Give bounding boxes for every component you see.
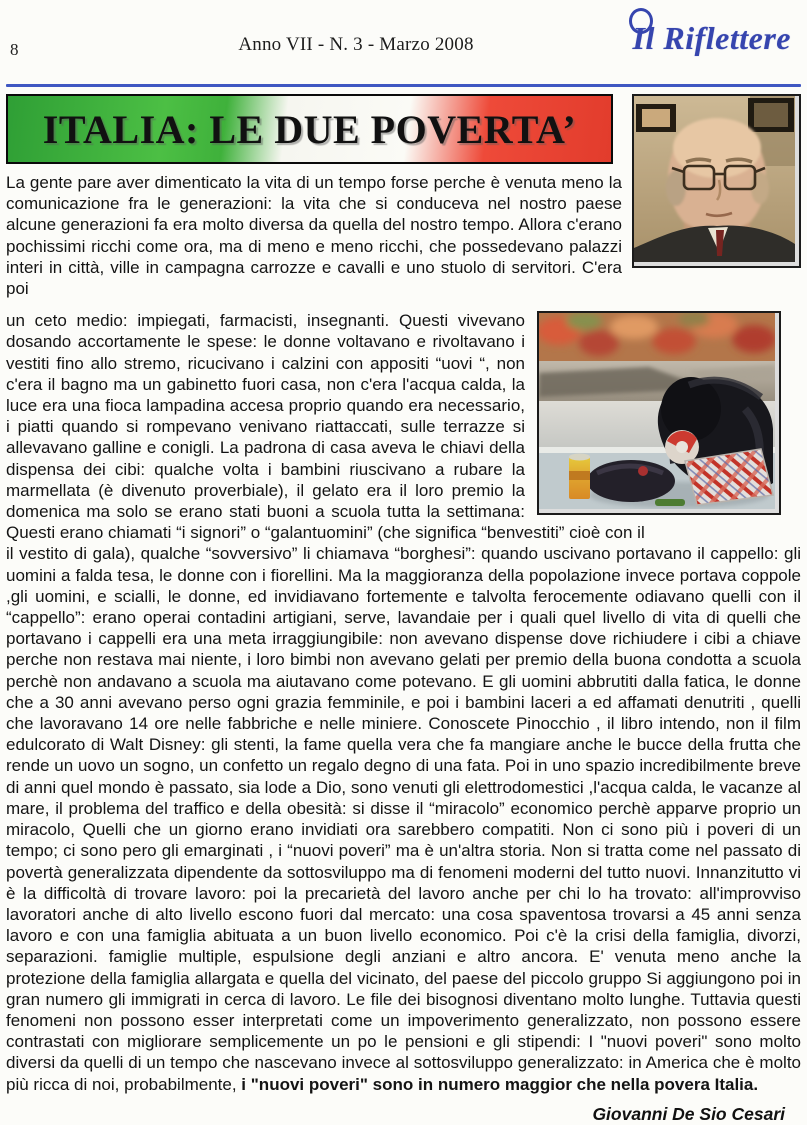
issue-date: Anno VII - N. 3 - Marzo 2008: [238, 34, 474, 55]
homeless-person-photo: [537, 311, 781, 515]
reflector-circle-icon: [629, 8, 653, 34]
article-paragraph-3-main: il vestito di gala), qualche “sovversivo” li chiamava “borghesi”: quando uscivano portavano il cappello: gli uomini a falda tesa, le donne con i fiorellini. Ma la maggioranza della popolazione invece portava coppole ,gli uomini, e scialli, le donne, ed invidiavano fortemente e talvolta ferocemente odiavano quelli con il “cappello”: erano operai contadini artigiani, serve, lavandaie per i quali quel livello di vita di quelli che portavano i cappelli era una meta irraggiungibile: non avevano dispense dove richiudere i cibi a chiave perche non restava mai niente, i loro bimbi non avevano gelati per premio della buona condotta a scuola perchè non andavano a scuola ma aiutavano come potevano. E gli uomini abbrutiti dalla fatica, le donne che a 30 anni avevano perso ogni grazia femminile, e poi i bambini laceri a ed affamati denutriti , quelli che lavoravano 14 ore nelle fabbriche e nelle miniere. Conoscete Pinocchio , il libro intendo, non il film edulcorato di Walt Disney: gli stenti, la fame quella vera che fa mangiare anche le bucce della frutta che rende un uovo un sogno, un confetto un regalo degno di una fata. Poi in uno spazio incredibilmente breve di anni quel mondo è passato, sia lode a Dio, sono venuti gli elettrodomestici ,l'acqua calda, le vacanze al mare, il problema del traffico e della obesità: si disse il “miracolo” economico perchè apparve proprio un miracolo, Quelli che un giorno erano invidiati ora sarebbero compatiti. Non ci sono più i poveri di un tempo; ci sono pero gli emarginati , i “nuovi poveri” ma è un'altra storia. Non si tratta come nel passato di povertà generalizzata dipendente da sottosviluppo ma di fenomeni moderni del tutto nuovi. Innanzitutto vi è la difficoltà di trovare lavoro: poi la precarietà del lavoro anche per chi lo ha trovato: all'improvviso lavoratori anche di alto livello escono fuori dal mercato: una cosa spaventosa trovarsi a 45 anni senza lavoro e con una famiglia abituata a un buon livello economico. Poi c'è la crisi della famiglia, divorzi, separazioni. famiglie multiple, espulsione degli anziani e altro ancora. E' venuta meno anche la protezione della famiglia allargata e quella del vicinato, del paese del piccolo gruppo Si aggiungono poi in gran numero gli immigrati in cerca di lavoro. Le file dei bisognosi diventano molto lunghe. Tuttavia questi fenomeni non possono esser interpretati come un impoverimento generalizzato, non possono essere contrastati con migliorare semplicemente un po le pensioni e gli stipendi: I "nuovi poveri" sono molto diversi da quelli di un tempo che nascevano invece al sottosviluppo generalizzato: in America che è molto più ricca di noi, probabilmente,: [6, 544, 801, 1094]
article-paragraph-3-bold: i "nuovi poveri" sono in numero maggior che nella povera Italia.: [241, 1074, 759, 1094]
brand-logo: [633, 20, 791, 74]
author-portrait-photo: [632, 94, 801, 268]
article-paragraph-3: [6, 543, 801, 1094]
brand-logo-text: Il Riflettere: [632, 20, 791, 56]
article-paragraph-2: un ceto medio: impiegati, farmacisti, insegnanti. Questi vivevano dosando accortamente le spese: le donne voltavano e rivoltavano i vestiti fino allo stremo, ricucivano i calzini con appositi “uovi “, non c'era il bagno ma un gabinetto fuori casa, non c'era l'acqua calda, la luce era una fioca lampadina accesa proprio quando era necessario, i piatti quando si rompevano venivano riattaccati, sulle terrazze si allevavano galline e conigli. La padrona di casa aveva le chiavi della dispensa dei cibi: qualche volta i bambini riuscivano a rubare la marmellata (è divenuto proverbiale), il gelato era il loro premio la domenica ma solo se erano stati buoni a scuola tutta la settimana: Questi erano chiamati “i signori” o “galantuomini” (che significa “benvestiti” cioè con il: [6, 311, 645, 543]
page-header: [6, 0, 801, 84]
article: [6, 87, 801, 1125]
headline-title: ITALIA: LE DUE POVERTA’: [42, 106, 577, 152]
page-number: 8: [10, 40, 19, 59]
article-paragraph-1: La gente pare aver dimenticato la vita di un tempo forse perche è venuta meno la comunicazione fra le generazioni: la vita che si conduceva nel nostro paese alcune generazioni fa era molto diversa da quella del nostro tempo. Allora c'erano pochissimi ricchi come ora, ma di meno e meno ricchi, che possedevano palazzi interi in città, ville in campagna carrozze e cavalli e uno stuolo di servitori. C'era poi: [6, 173, 622, 299]
headline-banner: [6, 94, 613, 164]
author-signature: Giovanni De Sio Cesari: [592, 1103, 785, 1124]
